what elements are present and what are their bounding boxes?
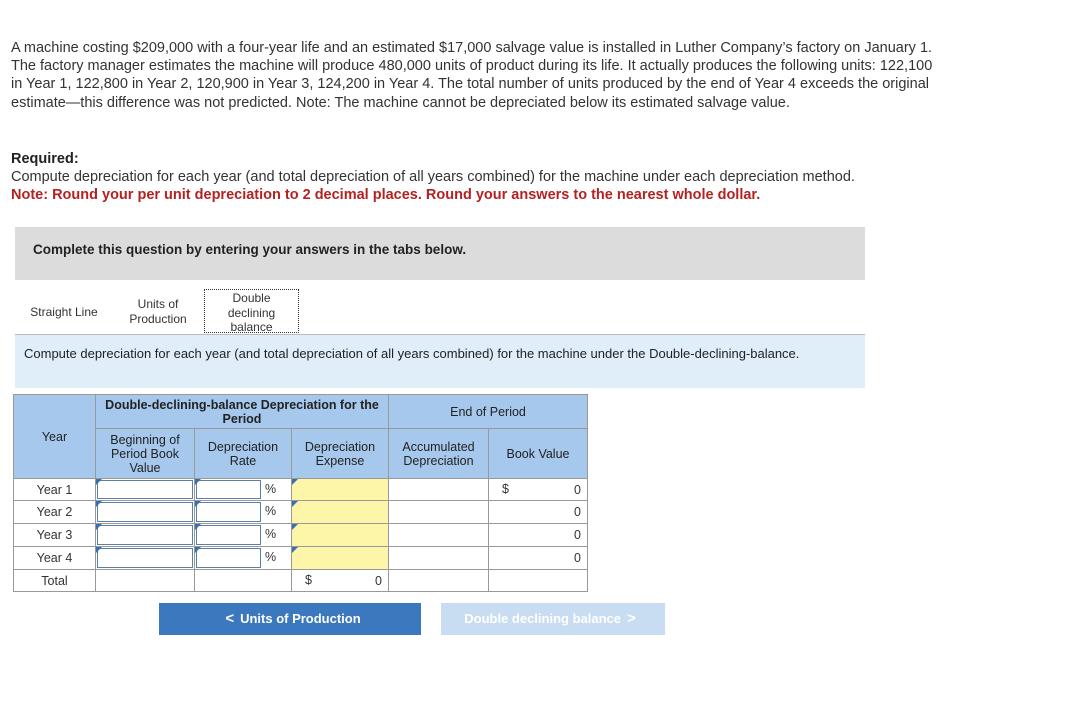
depreciation-rate-input[interactable] bbox=[195, 501, 292, 524]
required-heading: Required: bbox=[11, 151, 79, 167]
header-acc-line-1: Accumulated bbox=[402, 439, 475, 454]
depreciation-expense-input[interactable] bbox=[292, 501, 389, 524]
header-group-end bbox=[389, 395, 588, 429]
total-row bbox=[14, 570, 590, 592]
book-value-cell bbox=[489, 501, 588, 524]
header-depreciation-rate bbox=[195, 429, 292, 479]
total-empty-cell bbox=[489, 570, 588, 592]
book-value: 0 bbox=[574, 528, 581, 542]
depreciation-rate-input[interactable] bbox=[195, 547, 292, 570]
percent-sign: % bbox=[265, 550, 277, 564]
chevron-left-icon: < bbox=[225, 610, 235, 627]
total-depreciation-expense: 0 bbox=[375, 573, 382, 588]
header-rate-line-2: Rate bbox=[229, 453, 257, 468]
header-rate-line-1: Depreciation bbox=[207, 439, 279, 454]
percent-sign: % bbox=[265, 527, 277, 541]
header-year bbox=[14, 395, 96, 479]
header-bv-line-3: Value bbox=[129, 460, 161, 475]
table-row bbox=[14, 524, 590, 547]
header-bv-line-1: Beginning of bbox=[110, 432, 180, 447]
header-exp-line-1: Depreciation bbox=[304, 439, 376, 454]
total-empty-cell bbox=[96, 570, 195, 592]
accumulated-depreciation-cell bbox=[389, 501, 489, 524]
book-value: 0 bbox=[574, 482, 581, 497]
total-empty-cell bbox=[195, 570, 292, 592]
header-accumulated-depreciation bbox=[389, 429, 489, 479]
required-text: Compute depreciation for each year (and total depreciation of all years combined) for the machine under each depreciation method. bbox=[11, 169, 855, 186]
tab-ddb-label-1: Double bbox=[232, 291, 271, 305]
prev-tab-label: Units of Production bbox=[240, 611, 361, 626]
percent-sign: % bbox=[265, 504, 277, 518]
header-year-label: Year bbox=[41, 429, 68, 444]
header-book-label: Book Value bbox=[506, 446, 570, 461]
tab-units-label-2: Production bbox=[129, 311, 187, 326]
tab-ddb-label-2: declining bbox=[227, 305, 276, 320]
table-row bbox=[14, 479, 590, 501]
depreciation-expense-input[interactable] bbox=[292, 524, 389, 547]
header-group-period-label: Double-declining-balance Depreciation for the Period bbox=[105, 397, 379, 426]
header-book-value bbox=[489, 429, 588, 479]
dollar-sign: $ bbox=[502, 482, 509, 496]
next-tab-label: Double declining balance bbox=[464, 611, 621, 626]
total-empty-cell bbox=[389, 570, 489, 592]
tab-double-declining-balance[interactable] bbox=[204, 289, 299, 333]
book-value-cell bbox=[489, 479, 588, 501]
total-depreciation-expense-cell bbox=[292, 570, 389, 592]
year-label: Year 3 bbox=[14, 524, 96, 547]
accumulated-depreciation-cell bbox=[389, 524, 489, 547]
tab-straight-line[interactable] bbox=[19, 305, 109, 320]
tab-units-of-production[interactable] bbox=[118, 297, 198, 326]
accumulated-depreciation-cell bbox=[389, 479, 489, 501]
depreciation-rate-input[interactable] bbox=[195, 524, 292, 547]
header-beginning-book-value bbox=[96, 429, 195, 479]
dollar-sign: $ bbox=[305, 573, 312, 587]
table-row bbox=[14, 547, 590, 570]
tab-units-label-1: Units of bbox=[137, 297, 179, 311]
book-value-cell bbox=[489, 524, 588, 547]
required-section bbox=[11, 150, 1011, 205]
year-label: Year 4 bbox=[14, 547, 96, 570]
header-acc-line-2: Depreciation bbox=[403, 453, 474, 468]
table-row bbox=[14, 501, 590, 524]
accumulated-depreciation-cell bbox=[389, 547, 489, 570]
tab-ddb-label-3: balance bbox=[230, 320, 273, 334]
tab-instruction-panel bbox=[15, 335, 865, 388]
year-label: Year 1 bbox=[14, 479, 96, 501]
header-bv-line-2: Period Book bbox=[110, 446, 180, 461]
tab-straight-line-label: Straight Line bbox=[30, 305, 98, 319]
tab-instruction-text: Compute depreciation for each year (and total depreciation of all years combined) for the machine under the Double-declining-balance. bbox=[24, 346, 800, 361]
depreciation-expense-input[interactable] bbox=[292, 479, 389, 501]
depreciation-expense-input[interactable] bbox=[292, 547, 389, 570]
header-depreciation-expense bbox=[292, 429, 389, 479]
book-value: 0 bbox=[574, 505, 581, 519]
percent-sign: % bbox=[265, 482, 277, 496]
total-label: Total bbox=[14, 570, 96, 592]
prev-tab-button[interactable] bbox=[159, 603, 421, 635]
book-value-cell bbox=[489, 547, 588, 570]
banner-text: Complete this question by entering your answers in the tabs below. bbox=[33, 242, 467, 257]
year-label: Year 2 bbox=[14, 501, 96, 524]
book-value: 0 bbox=[574, 551, 581, 565]
beginning-book-value-input[interactable] bbox=[96, 501, 195, 524]
next-tab-button[interactable] bbox=[441, 603, 665, 635]
beginning-book-value-input[interactable] bbox=[96, 547, 195, 570]
beginning-book-value-input[interactable] bbox=[96, 524, 195, 547]
header-exp-line-2: Expense bbox=[315, 453, 365, 468]
beginning-book-value-input[interactable] bbox=[96, 479, 195, 501]
header-group-period bbox=[96, 395, 389, 429]
rounding-note: Note: Round your per unit depreciation to 2 decimal places. Round your answers to the nearest whole dollar. bbox=[11, 187, 761, 204]
depreciation-table bbox=[13, 394, 590, 592]
depreciation-rate-input[interactable] bbox=[195, 479, 292, 501]
chevron-right-icon: > bbox=[626, 610, 636, 627]
problem-statement: A machine costing $209,000 with a four-year life and an estimated $17,000 salvage value is installed in Luther Company’s factory on January 1. The factory manager estimates the machine will produce 480,000 units of product during its life. It actually produces the following units: 122,100 in Year 1, 122,800 in Year 2, 120,900 in Year 3, 124,200 in Year 4. The total number of units produced by the end of Year 4 exceeds the original estimate—this difference was not predicted. Note: The machine cannot be depreciated below its estimated salvage value. bbox=[11, 40, 933, 111]
header-group-end-label: End of Period bbox=[450, 404, 526, 419]
instructions-banner bbox=[15, 227, 865, 280]
